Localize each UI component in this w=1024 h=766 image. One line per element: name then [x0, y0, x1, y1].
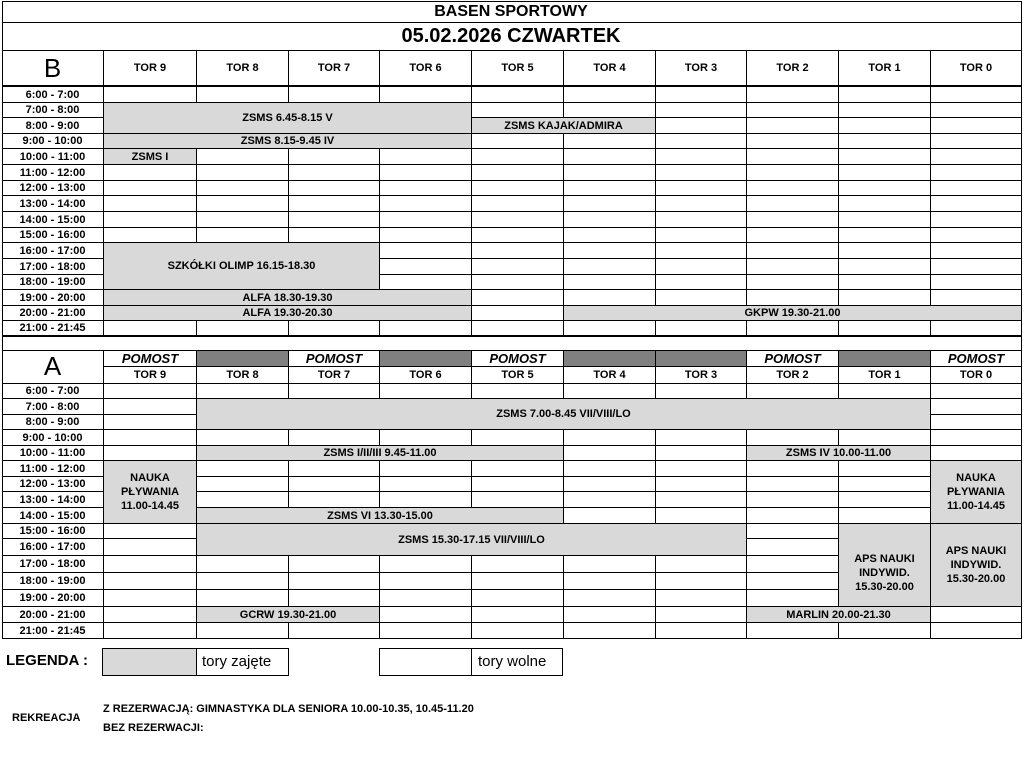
section-a-label: A	[43, 351, 62, 381]
time-slot-a: 20:00 - 21:00	[19, 608, 86, 621]
lane-header-b: TOR 5	[501, 62, 534, 74]
time-slot-a: 12:00 - 13:00	[19, 478, 86, 490]
reservation-block: ZSMS VI 13.30-15.00	[196, 507, 564, 524]
time-slot-a: 21:00 - 21:45	[19, 624, 86, 637]
legend-occupied-swatch	[102, 648, 197, 676]
time-slot-b: 14:00 - 15:00	[19, 213, 86, 226]
time-slot-b: 21:00 - 21:45	[19, 322, 86, 334]
time-slot-b: 20:00 - 21:00	[19, 307, 86, 319]
footer-without-reservation: BEZ REZERWACJI:	[103, 722, 204, 734]
time-slot-b: 16:00 - 17:00	[19, 244, 86, 257]
grid-line	[2, 227, 1022, 228]
time-slot-a: 19:00 - 20:00	[19, 592, 86, 604]
legend-free-swatch	[379, 648, 472, 676]
time-slot-a: 6:00 - 7:00	[25, 385, 80, 397]
lane-header-b: TOR 3	[684, 62, 718, 74]
schedule-date: 05.02.2026 CZWARTEK	[401, 25, 621, 47]
time-slot-b: 15:00 - 16:00	[19, 229, 86, 241]
reservation-block: ZSMS 7.00-8.45 VII/VIII/LO	[196, 398, 931, 430]
time-slot-a: 18:00 - 19:00	[19, 575, 86, 587]
grid-line	[2, 638, 1022, 639]
grid-line	[563, 50, 564, 336]
grid-line	[655, 350, 656, 639]
legend-occupied-label: tory zajęte	[202, 653, 272, 670]
pomost-label: POMOST	[489, 351, 546, 366]
pomost-dark-cell	[197, 351, 288, 366]
time-slot-a: 7:00 - 8:00	[25, 400, 80, 413]
pomost-label: POMOST	[305, 351, 363, 366]
legend-free-label: tory wolne	[478, 653, 547, 670]
grid-line	[471, 350, 472, 639]
reservation-block: MARLIN 20.00-21.30	[746, 606, 931, 623]
lane-header-a: TOR 6	[409, 368, 442, 381]
pomost-label: POMOST	[764, 351, 821, 366]
time-slot-a: 16:00 - 17:00	[19, 541, 86, 553]
reservation-block: ZSMS 15.30-17.15 VII/VIII/LO	[196, 523, 747, 556]
grid-line	[2, 86, 1022, 87]
lane-header-a: TOR 4	[593, 368, 626, 381]
pomost-dark-cell	[380, 351, 471, 366]
grid-line	[746, 350, 747, 639]
footer-with-reservation: Z REZERWACJĄ: GIMNASTYKA DLA SENIORA 10.00-10.35, 10.45-11.20	[103, 703, 474, 715]
grid-line	[2, 195, 1022, 196]
reservation-block: APS NAUKI INDYWID. 15.30-20.00	[838, 523, 931, 623]
legend-label: LEGENDA :	[6, 652, 88, 669]
time-slot-a: 11:00 - 12:00	[19, 462, 86, 475]
time-slot-b: 6:00 - 7:00	[25, 88, 80, 101]
grid-line	[563, 350, 564, 639]
reservation-block: ZSMS 8.15-9.45 IV	[103, 133, 472, 149]
lane-header-a: TOR 8	[226, 368, 259, 381]
time-slot-b: 7:00 - 8:00	[25, 104, 80, 116]
grid-line	[746, 50, 747, 336]
time-slot-a: 13:00 - 14:00	[19, 493, 86, 506]
pomost-dark-cell	[656, 351, 746, 366]
grid-line	[2, 180, 1022, 181]
pomost-label: POMOST	[121, 351, 179, 366]
reservation-block: GCRW 19.30-21.00	[196, 606, 380, 623]
reservation-block: APS NAUKI INDYWID. 15.30-20.00	[930, 523, 1022, 607]
pomost-dark-cell	[564, 351, 655, 366]
reservation-block: NAUKA PŁYWANIA 11.00-14.45	[930, 460, 1022, 524]
reservation-block: SZKÓŁKI OLIMP 16.15-18.30	[103, 242, 380, 290]
pool-title: BASEN SPORTOWY	[434, 3, 588, 20]
lane-header-a: TOR 0	[959, 368, 993, 381]
grid-line	[655, 50, 656, 336]
lane-header-a: TOR 5	[501, 368, 534, 381]
grid-line	[1021, 50, 1022, 336]
time-slot-a: 9:00 - 10:00	[22, 431, 83, 444]
lane-header-b: TOR 2	[776, 62, 809, 74]
time-slot-b: 12:00 - 13:00	[19, 182, 86, 194]
reservation-block: ZSMS 6.45-8.15 V	[103, 102, 472, 134]
footer-recreation-label: REKREACJA	[12, 712, 81, 724]
lane-header-a: TOR 1	[868, 368, 901, 381]
time-slot-b: 11:00 - 12:00	[19, 166, 86, 179]
reservation-block: GKPW 19.30-21.00	[563, 305, 1022, 321]
lane-header-b: TOR 6	[409, 62, 442, 74]
pomost-label: POMOST	[947, 351, 1005, 366]
reservation-block: ZSMS IV 10.00-11.00	[746, 445, 931, 461]
time-slot-b: 8:00 - 9:00	[25, 119, 80, 132]
lane-header-b: TOR 1	[868, 62, 901, 74]
grid-line	[838, 50, 839, 336]
lane-header-b: TOR 4	[593, 62, 626, 74]
grid-line	[2, 383, 1022, 384]
reservation-block: ZSMS I/II/III 9.45-11.00	[196, 445, 564, 461]
reservation-block: ZSMS I	[103, 148, 197, 165]
reservation-block: NAUKA PŁYWANIA 11.00-14.45	[103, 460, 197, 524]
lane-header-b: TOR 7	[317, 62, 351, 74]
lane-header-a: TOR 3	[684, 368, 718, 381]
lane-header-b: TOR 9	[133, 62, 167, 74]
time-slot-b: 19:00 - 20:00	[19, 291, 86, 304]
lane-header-a: TOR 7	[317, 368, 351, 381]
lane-header-b: TOR 8	[226, 62, 259, 74]
reservation-block: ALFA 18.30-19.30	[103, 289, 472, 306]
reservation-block: ALFA 19.30-20.30	[103, 305, 472, 321]
section-b-label: B	[43, 52, 62, 83]
time-slot-a: 17:00 - 18:00	[19, 558, 86, 570]
grid-line	[930, 50, 931, 336]
time-slot-b: 13:00 - 14:00	[19, 197, 86, 210]
pomost-dark-cell	[839, 351, 930, 366]
grid-line	[379, 350, 380, 639]
time-slot-b: 9:00 - 10:00	[22, 135, 83, 147]
time-slot-a: 14:00 - 15:00	[19, 509, 86, 522]
grid-line	[288, 350, 289, 639]
lane-header-a: TOR 2	[776, 368, 809, 381]
lane-header-a: TOR 9	[133, 368, 167, 381]
reservation-block: ZSMS KAJAK/ADMIRA	[471, 117, 656, 134]
time-slot-a: 8:00 - 9:00	[25, 416, 80, 428]
time-slot-a: 15:00 - 16:00	[19, 525, 86, 537]
time-slot-b: 17:00 - 18:00	[19, 260, 86, 273]
time-slot-a: 10:00 - 11:00	[19, 447, 86, 459]
time-slot-b: 18:00 - 19:00	[19, 276, 86, 288]
grid-line	[2, 336, 1022, 337]
lane-header-b: TOR 0	[959, 62, 993, 74]
time-slot-b: 10:00 - 11:00	[19, 150, 86, 163]
grid-line	[2, 211, 1022, 212]
